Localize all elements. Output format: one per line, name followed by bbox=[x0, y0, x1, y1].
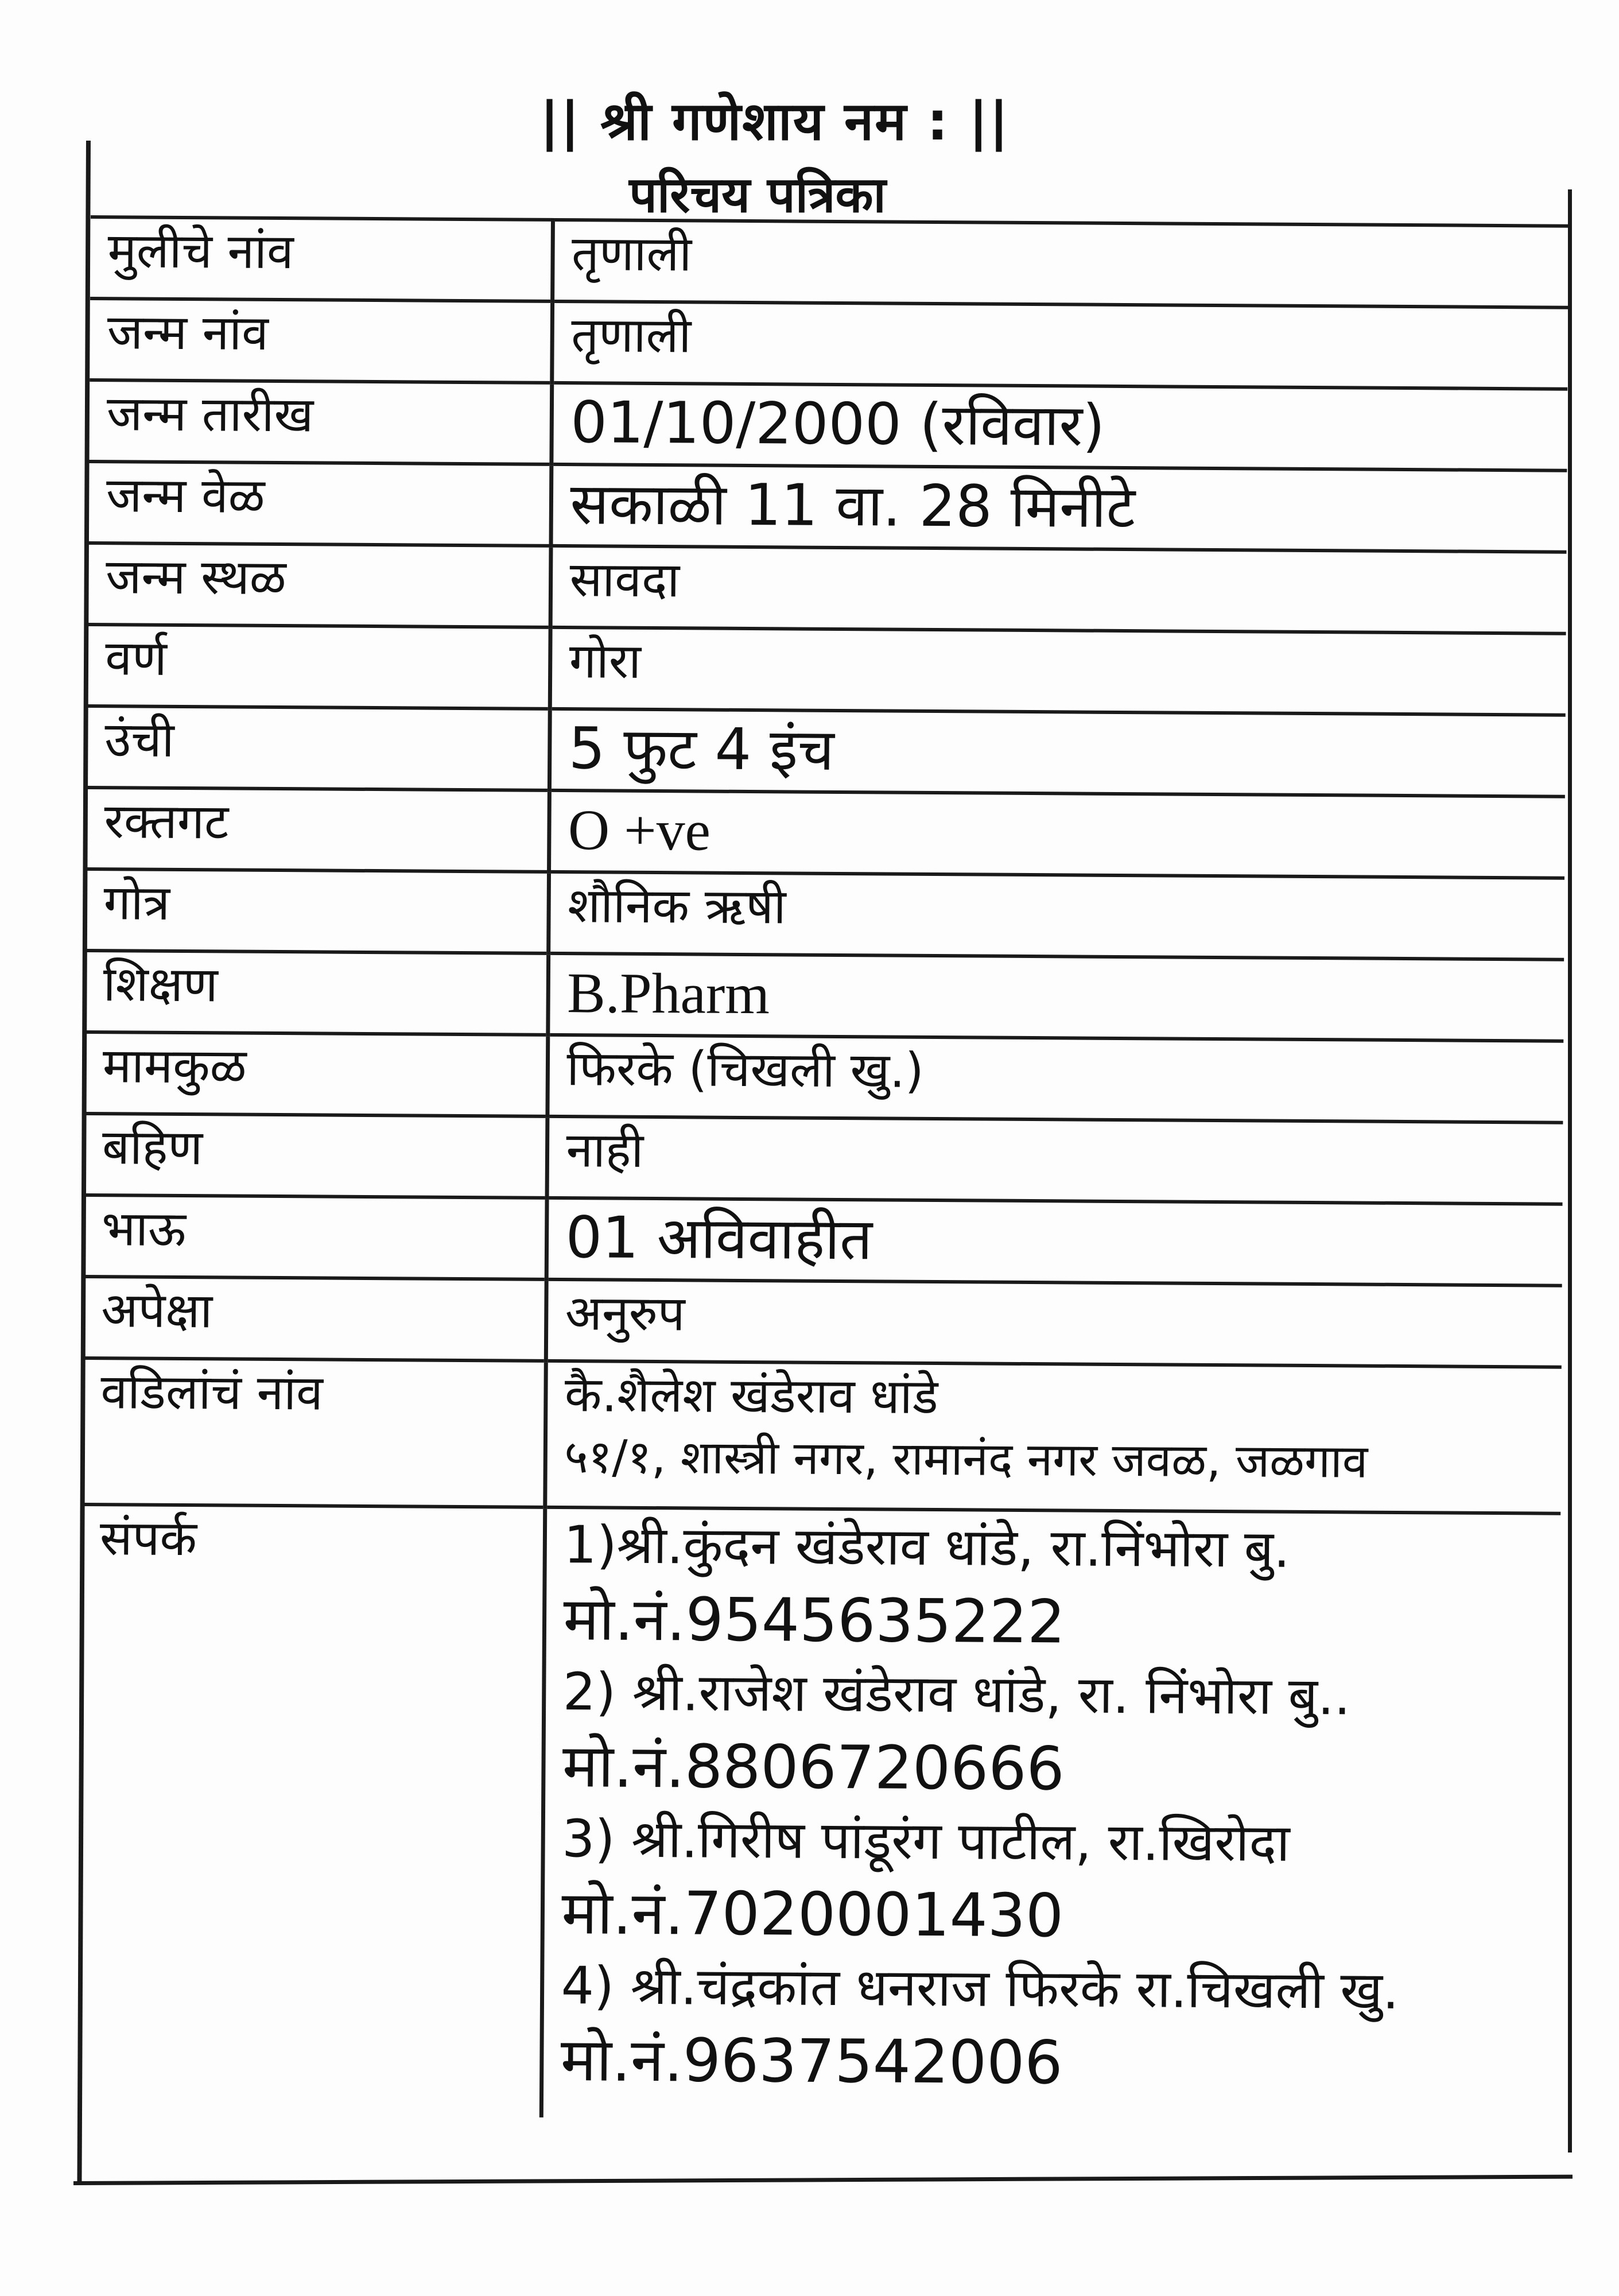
page-title: परिचय पत्रिका bbox=[629, 166, 886, 224]
row-label: मुलीचे नांव bbox=[90, 217, 553, 301]
row-height bbox=[87, 706, 1566, 797]
row-sister bbox=[85, 1114, 1563, 1204]
row-maternal-family bbox=[85, 1032, 1563, 1123]
contact-phone: मो.नं.9545635222 bbox=[563, 1584, 1066, 1657]
contact-phone: मो.नं.8806720666 bbox=[562, 1731, 1065, 1804]
row-value: तृणाली bbox=[552, 301, 1568, 389]
row-value: शौनिक ऋषी bbox=[548, 872, 1564, 960]
row-label: गोत्र bbox=[86, 869, 549, 953]
row-value: 01 अविवाहीत bbox=[546, 1198, 1563, 1286]
frame-right-border bbox=[1568, 189, 1572, 2152]
row-value: अनुरुप bbox=[546, 1279, 1562, 1367]
row-label: वडिलांचं नांव bbox=[83, 1358, 546, 1507]
row-label: जन्म नांव bbox=[90, 298, 552, 383]
row-label: जन्म वेळ bbox=[89, 461, 552, 546]
row-brother bbox=[84, 1195, 1563, 1286]
row-label: रक्तगट bbox=[87, 788, 549, 872]
row-label: जन्म तारीख bbox=[89, 380, 552, 464]
contact-list bbox=[541, 1507, 1560, 2124]
invocation-heading: || श्री गणेशाय नम : || bbox=[539, 91, 1010, 152]
row-education bbox=[86, 951, 1564, 1041]
row-label: बहिण bbox=[85, 1114, 548, 1198]
biodata-table bbox=[79, 215, 1568, 2124]
contact-person: 1)श्री.कुंदन खंडेराव धांडे, रा.निंभोरा बु. bbox=[564, 1515, 1291, 1580]
row-value: 01/10/2000 (रविवार) bbox=[551, 383, 1567, 471]
row-birth-time bbox=[89, 461, 1567, 552]
contact-person: 3) श्री.गिरीष पांडूरंग पाटील, रा.खिरोदा bbox=[561, 1809, 1290, 1874]
row-expectation bbox=[84, 1277, 1562, 1367]
row-contact bbox=[79, 1504, 1560, 2124]
contact-phone: मो.नं.7020001430 bbox=[561, 1878, 1064, 1951]
father-name: कै.शैलेश खंडेराव धांडे bbox=[564, 1366, 938, 1425]
row-complexion bbox=[88, 625, 1566, 715]
contact-person: 4) श्री.चंद्रकांत धनराज फिरके रा.चिखली खु. bbox=[561, 1956, 1399, 2021]
row-label: शिक्षण bbox=[86, 951, 548, 1035]
row-blood-group bbox=[87, 788, 1565, 878]
frame-bottom-border bbox=[73, 2175, 1573, 2185]
row-girl-name bbox=[90, 217, 1568, 308]
row-value: 5 फुट 4 इंच bbox=[549, 709, 1566, 797]
row-value: O +ve bbox=[549, 790, 1565, 878]
contact-person: 2) श्री.राजेश खंडेराव धांडे, रा. निंभोरा बु.. bbox=[562, 1662, 1351, 1727]
row-label: भाऊ bbox=[84, 1195, 547, 1279]
row-label: संपर्क bbox=[79, 1504, 545, 2117]
row-gotra bbox=[86, 869, 1564, 960]
row-birth-place bbox=[88, 543, 1567, 634]
row-value: B.Pharm bbox=[548, 953, 1564, 1041]
row-value: फिरके (चिखली खु.) bbox=[547, 1035, 1563, 1123]
row-value: गोरा bbox=[550, 627, 1566, 715]
row-father bbox=[83, 1358, 1562, 1514]
row-birth-date bbox=[89, 380, 1567, 471]
row-label: जन्म स्थळ bbox=[88, 543, 551, 627]
father-details bbox=[545, 1361, 1562, 1514]
row-value: सकाळी 11 वा. 28 मिनीटे bbox=[550, 464, 1567, 552]
row-label: मामकुळ bbox=[85, 1032, 548, 1116]
contact-phone: मो.नं.9637542006 bbox=[560, 2024, 1063, 2098]
row-birth-name bbox=[90, 298, 1568, 389]
row-label: वर्ण bbox=[88, 625, 550, 709]
row-value: नाही bbox=[547, 1116, 1563, 1204]
row-label: उंची bbox=[87, 706, 550, 790]
row-label: अपेक्षा bbox=[84, 1277, 546, 1361]
row-value: तृणाली bbox=[552, 220, 1568, 308]
row-value: सावदा bbox=[550, 546, 1567, 634]
father-address: ५१/१, शास्त्री नगर, रामानंद नगर जवळ, जळगाव bbox=[564, 1429, 1368, 1488]
